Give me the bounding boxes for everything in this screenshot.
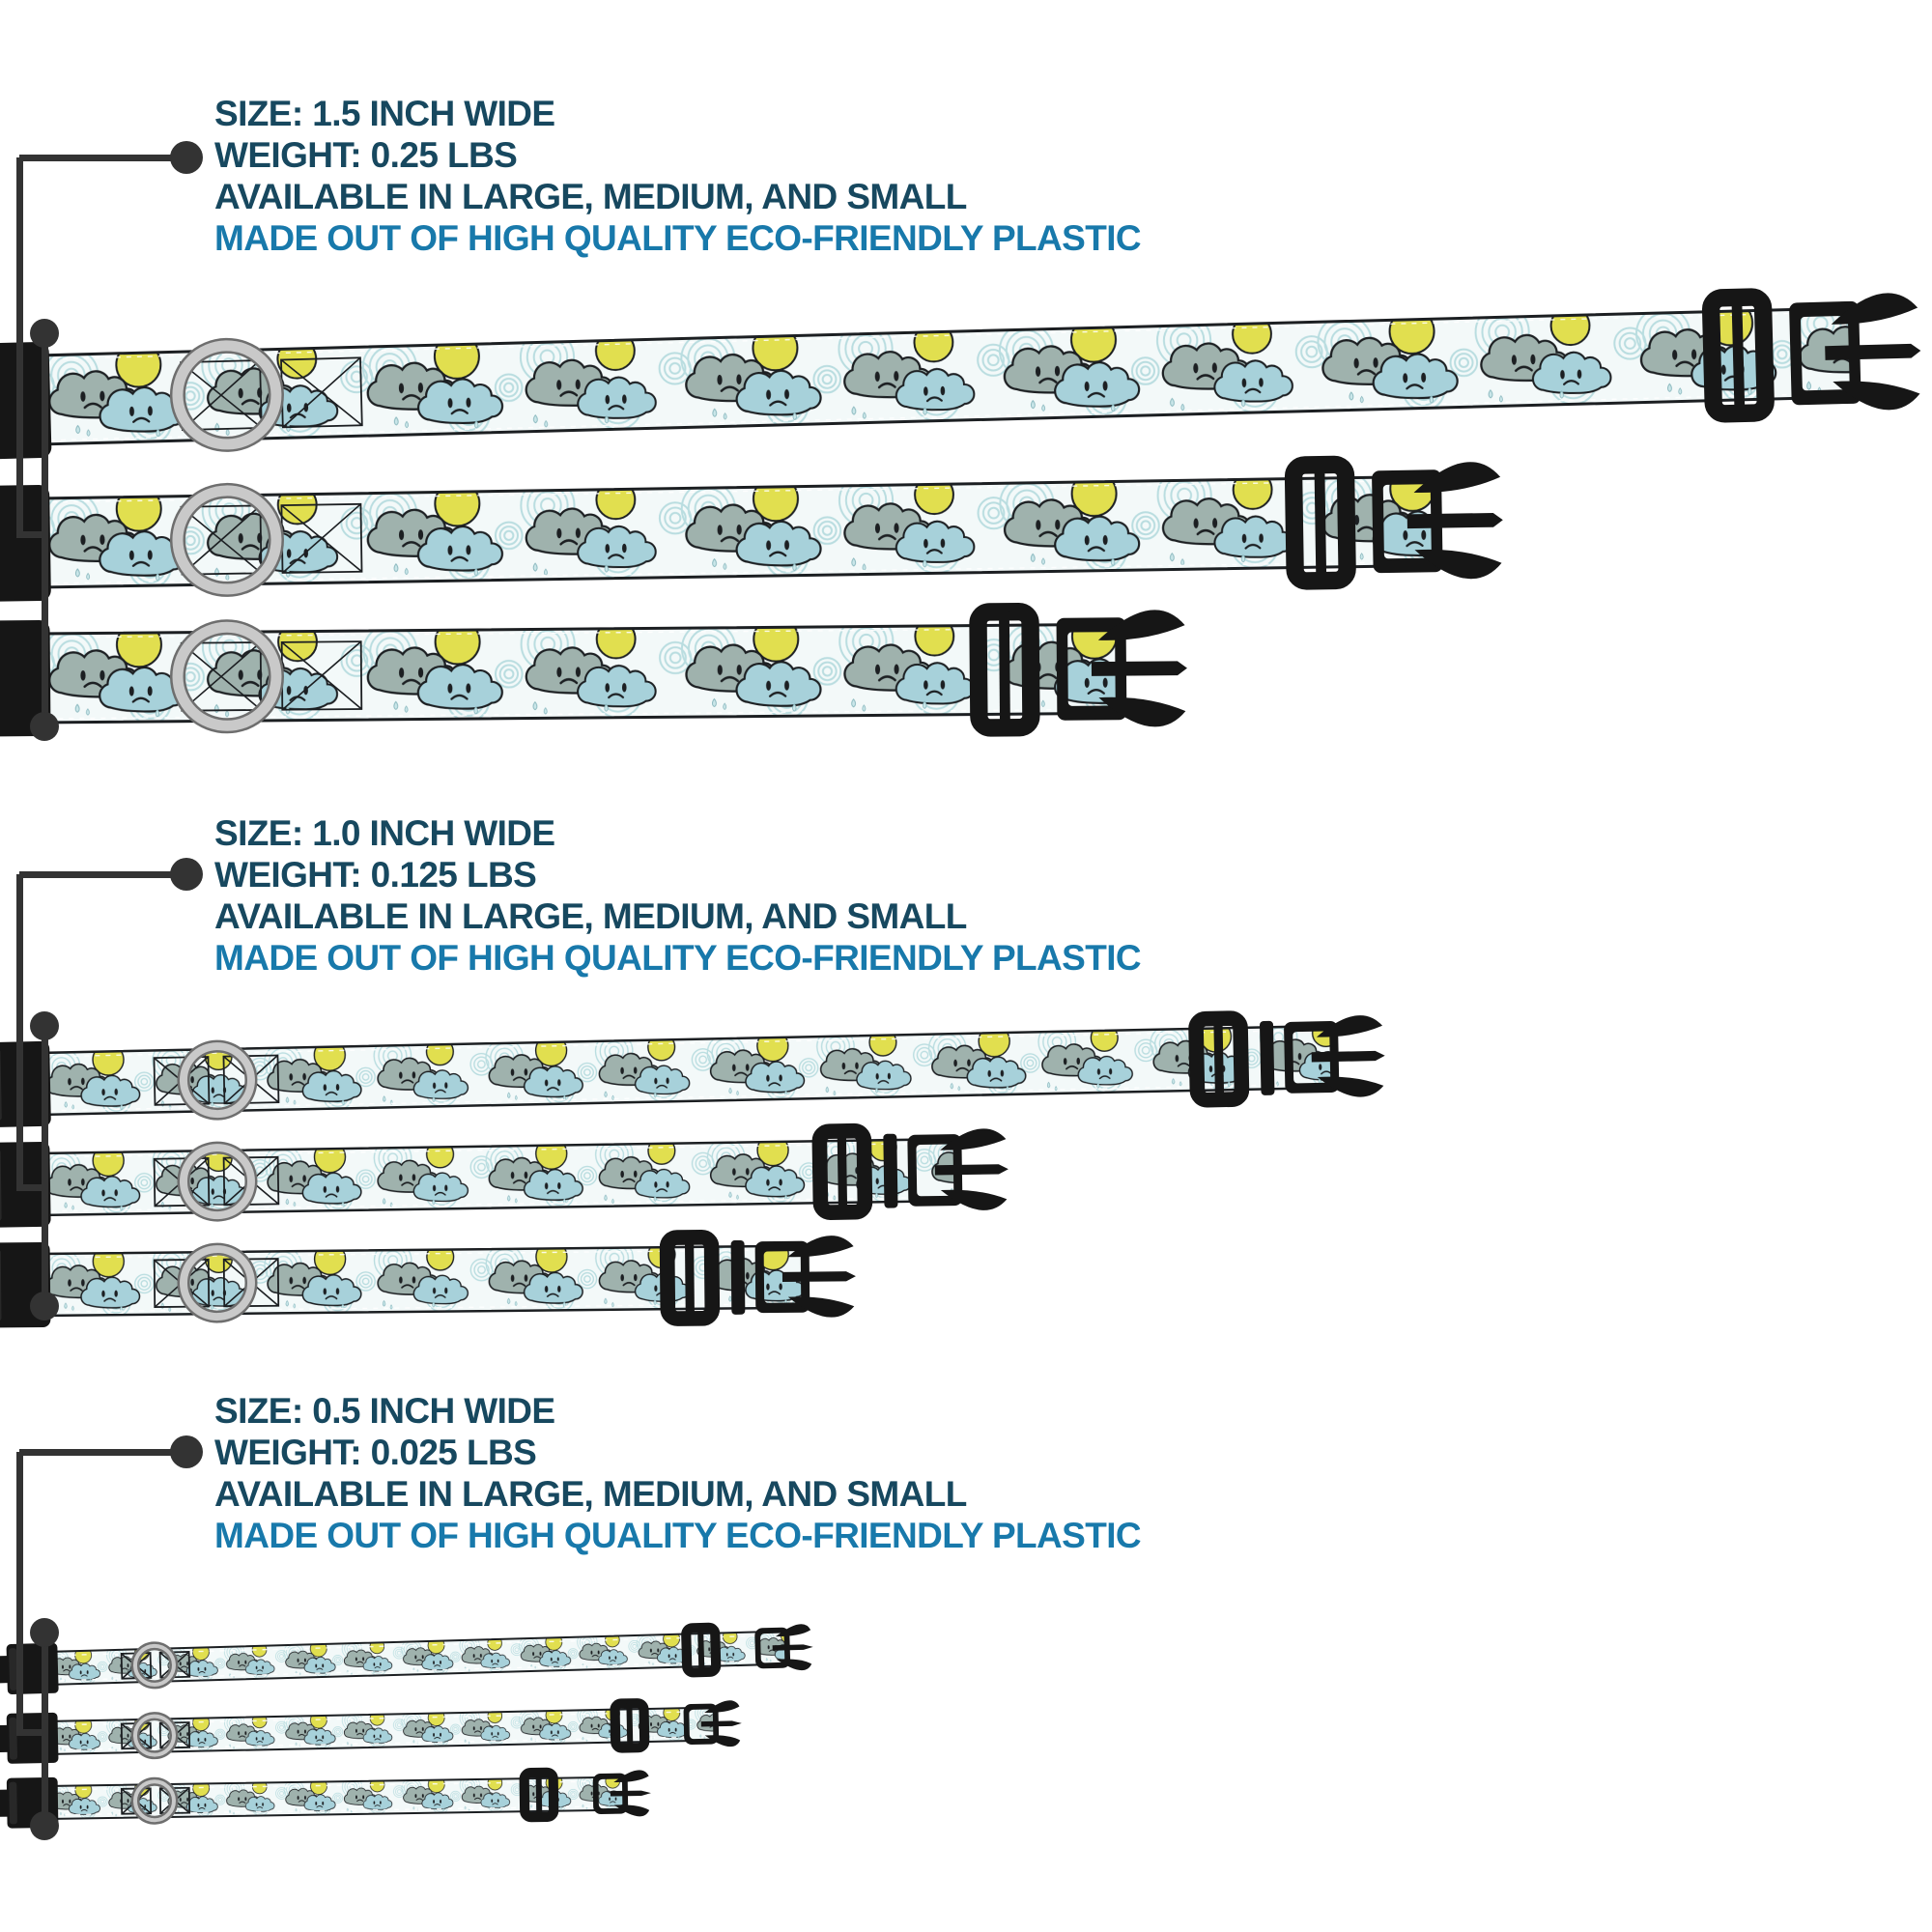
collar-1.0in-large [0,1013,1386,1128]
callout-dot-1.0in [170,858,203,891]
callout-line-1.5in [19,155,174,161]
callout-line-0.5in [19,1449,174,1456]
callout-dot-0.5in [170,1435,203,1468]
callout-dot-0.5in [30,1811,59,1840]
callout-dot-1.5in [30,712,59,741]
weight-label: WEIGHT: 0.025 LBS [214,1433,537,1472]
callout-dot-1.5in [170,141,203,174]
availability-label: AVAILABLE IN LARGE, MEDIUM, AND SMALL [214,1474,967,1514]
collar-0.5in-small [0,1768,651,1829]
material-label: MADE OUT OF HIGH QUALITY ECO-FRIENDLY PLASTIC [214,218,1142,258]
callout-dot-1.0in [30,1011,59,1040]
callout-line-1.0in [19,871,174,878]
material-label: MADE OUT OF HIGH QUALITY ECO-FRIENDLY PLASTIC [214,938,1142,978]
size-label: SIZE: 1.0 INCH WIDE [214,813,555,853]
callout-line-1.5in [16,157,23,538]
collar-1.5in-large [0,293,1922,462]
callout-line-1.0in [16,874,23,1191]
size-label: SIZE: 1.5 INCH WIDE [214,94,555,133]
weight-label: WEIGHT: 0.125 LBS [214,855,537,895]
collar-0.5in-large [0,1622,813,1695]
callout-line-1.5in [42,333,48,726]
collar-1.0in-small [0,1234,856,1328]
callout-line-0.5in [42,1633,48,1826]
callout-line-0.5in [16,1452,23,1736]
collar-0.5in-medium [0,1698,742,1764]
callout-dot-1.5in [30,319,59,348]
size-label: SIZE: 0.5 INCH WIDE [214,1391,555,1431]
collar-1.5in-small [0,610,1187,737]
collar-1.0in-medium [0,1126,1009,1228]
callout-line-1.0in [42,1026,48,1306]
callout-dot-0.5in [30,1618,59,1647]
spec-text-1-5-inch [214,93,1141,259]
material-label: MADE OUT OF HIGH QUALITY ECO-FRIENDLY PLASTIC [214,1516,1142,1555]
spec-text-1-0-inch [214,812,1141,979]
callout-dot-1.0in [30,1292,59,1321]
spec-text-0-5-inch [214,1390,1141,1556]
availability-label: AVAILABLE IN LARGE, MEDIUM, AND SMALL [214,177,967,216]
availability-label: AVAILABLE IN LARGE, MEDIUM, AND SMALL [214,896,967,936]
collar-1.5in-medium [0,462,1504,603]
weight-label: WEIGHT: 0.25 LBS [214,135,518,175]
